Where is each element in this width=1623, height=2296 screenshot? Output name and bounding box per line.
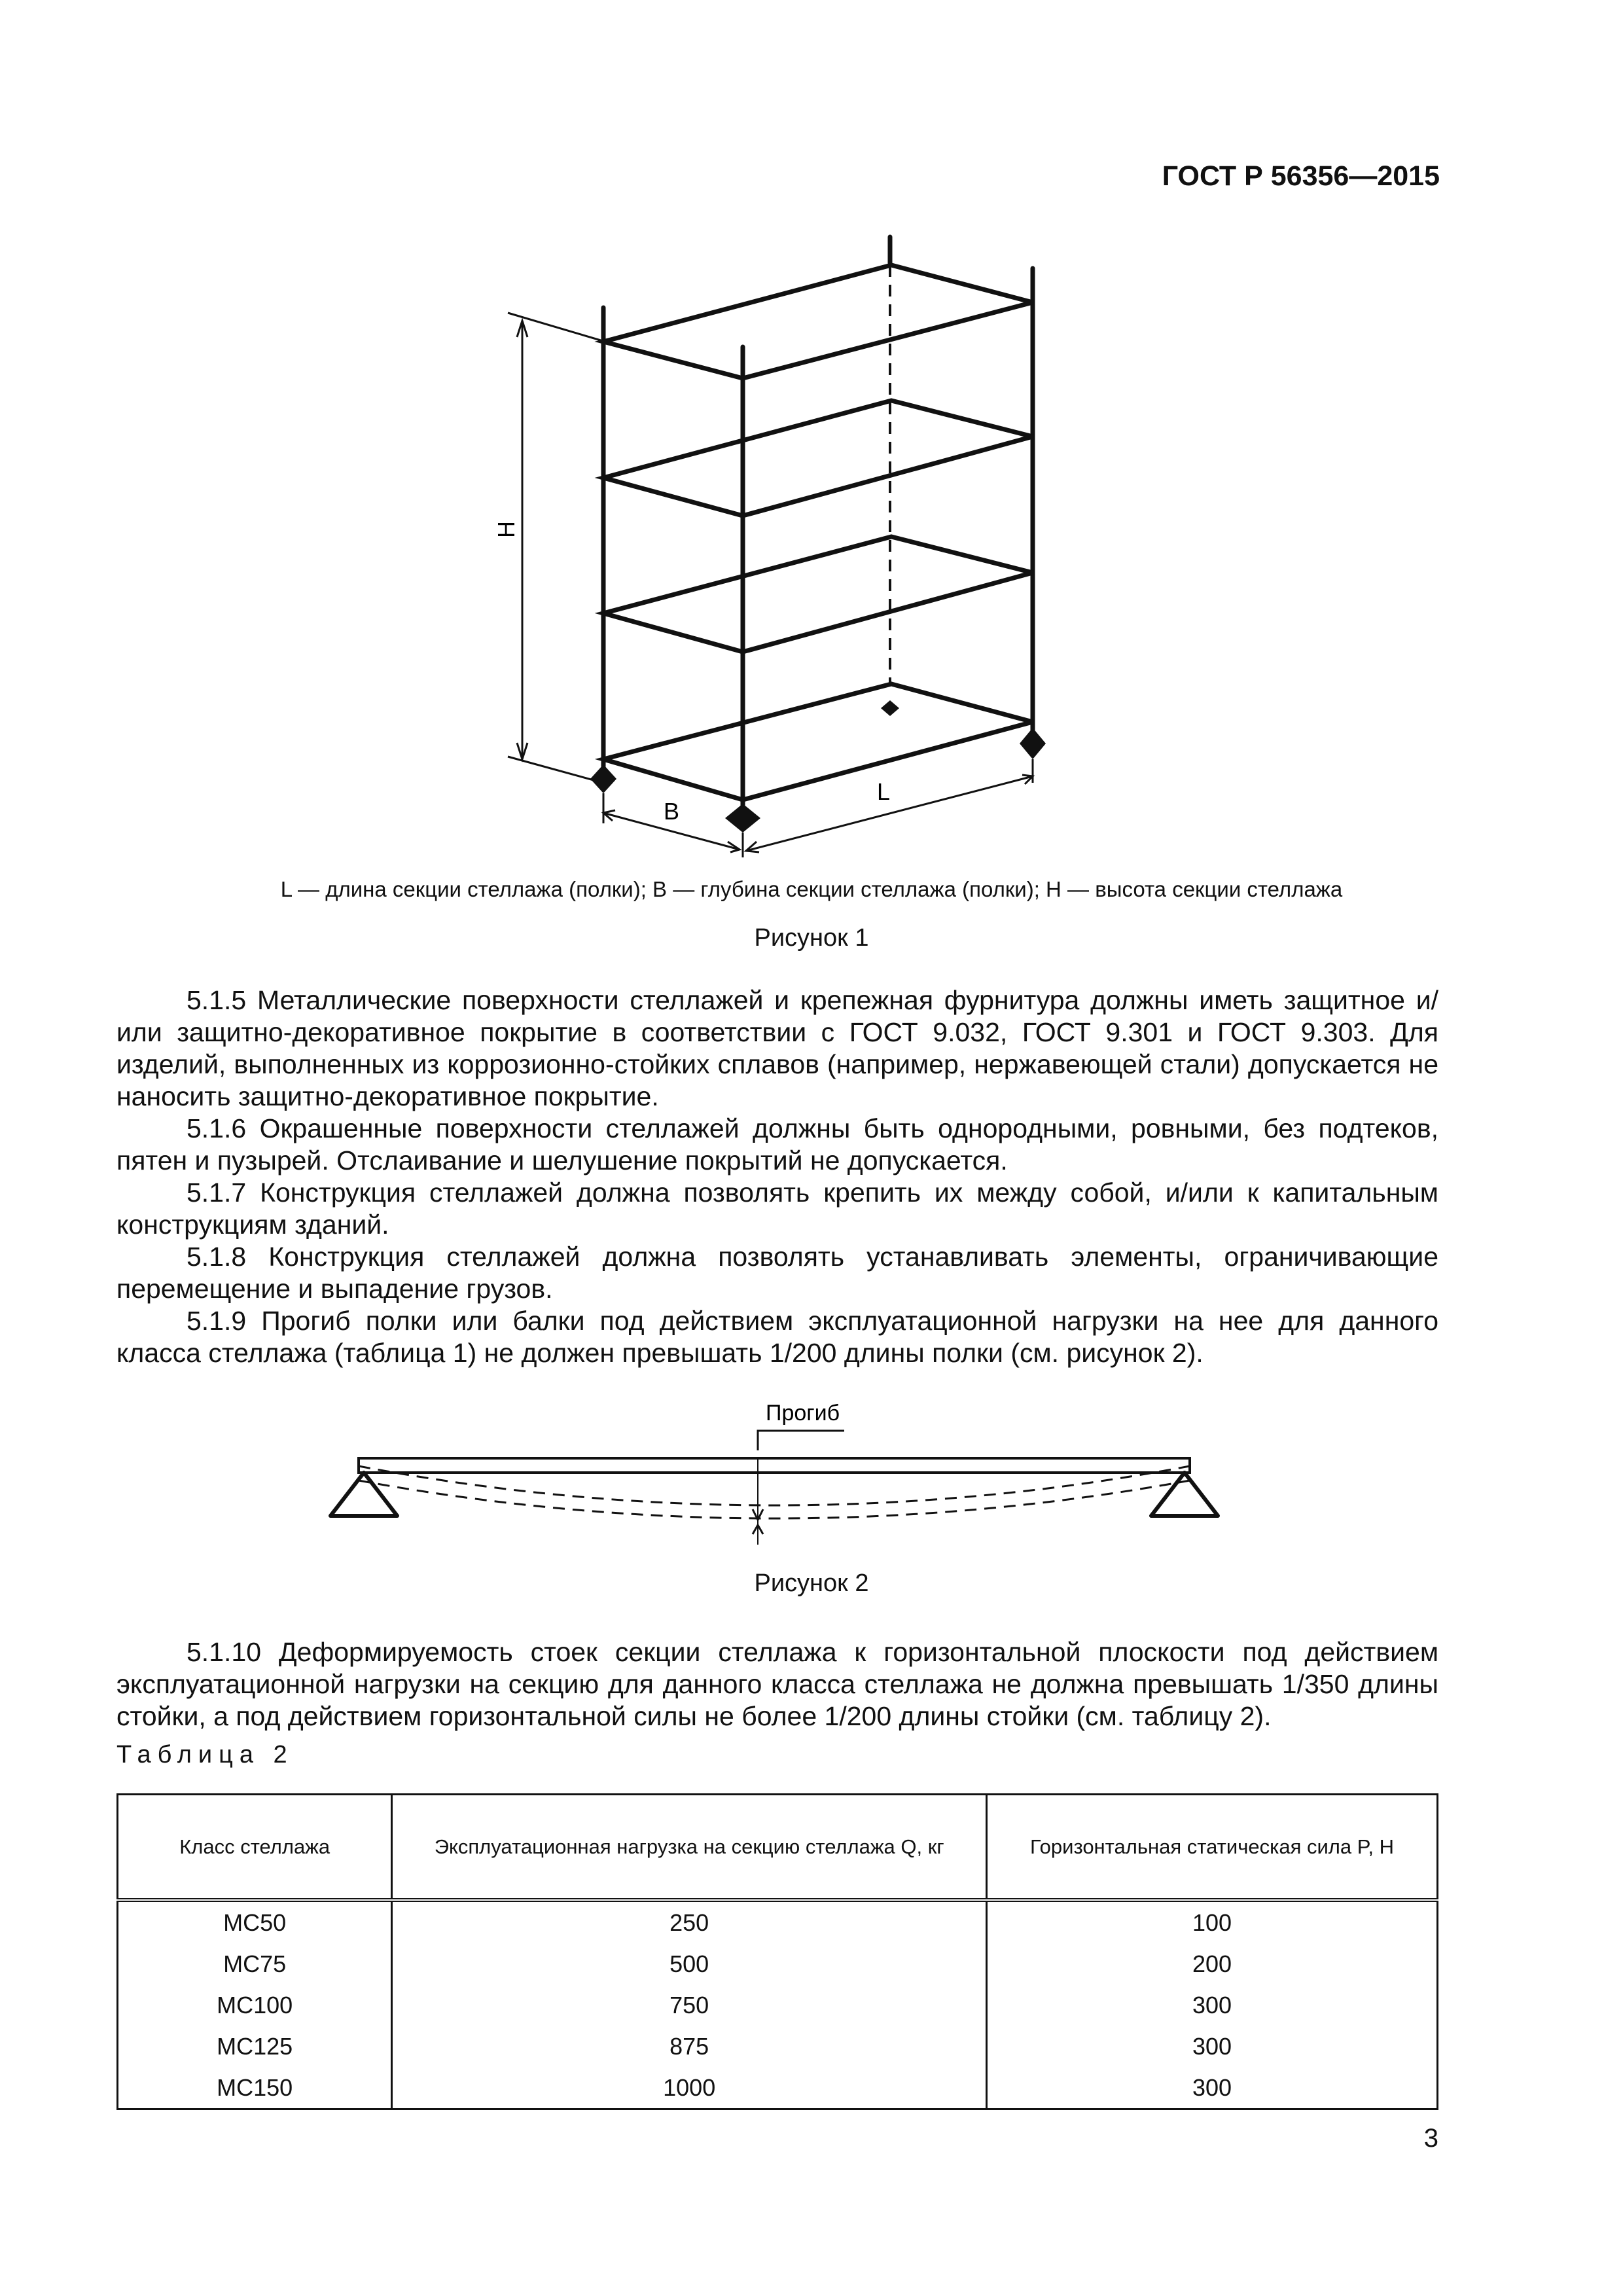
table-cell-class: МС50 bbox=[118, 1900, 392, 1943]
table2-header-row bbox=[118, 1795, 1438, 1901]
figure2-deflection-diagram bbox=[0, 1388, 1623, 1551]
table2-header-load: Эксплуатационная нагрузка на секцию стеллажа Q, кг bbox=[392, 1795, 987, 1901]
table-cell-force: 100 bbox=[986, 1900, 1437, 1943]
table-cell-load: 500 bbox=[392, 1943, 987, 1984]
table-cell-load: 250 bbox=[392, 1900, 987, 1943]
table2 bbox=[116, 1793, 1438, 2110]
paragraph-5-1-6: 5.1.6 Окрашенные поверхности стеллажей должны быть однородными, ровными, без подтеков, пятен и пузырей. Отслаивание и шелушение покрытий не допускается. bbox=[116, 1113, 1438, 1175]
figure1-l-label: L bbox=[877, 778, 891, 805]
figure2-deflection-label: Прогиб bbox=[766, 1401, 840, 1426]
table-row bbox=[118, 1900, 1438, 1943]
table-cell-load: 750 bbox=[392, 1984, 987, 2026]
figure1-b-label: B bbox=[664, 798, 680, 825]
table-cell-force: 200 bbox=[986, 1943, 1437, 1984]
table2-header-class: Класс стеллажа bbox=[118, 1795, 392, 1901]
table-cell-class: МС100 bbox=[118, 1984, 392, 2026]
figure2-caption: Рисунок 2 bbox=[754, 1570, 869, 1597]
table-row bbox=[118, 2026, 1438, 2067]
figure1-caption: Рисунок 1 bbox=[754, 924, 869, 952]
table-cell-force: 300 bbox=[986, 2067, 1437, 2109]
table2-label: Таблица 2 bbox=[116, 1741, 294, 1768]
table-cell-load: 875 bbox=[392, 2026, 987, 2067]
table-cell-load: 1000 bbox=[392, 2067, 987, 2109]
paragraph-5-1-8: 5.1.8 Конструкция стеллажей должна позволять устанавливать элементы, ограничивающие перемещение и выпадение грузов. bbox=[116, 1242, 1438, 1304]
table-row bbox=[118, 1943, 1438, 1984]
paragraph-5-1-9: 5.1.9 Прогиб полки или балки под действием эксплуатационной нагрузки на нее для данного класса стеллажа (таблица 1) не должен превышать 1/200 длины полки (см. рисунок 2). bbox=[116, 1306, 1438, 1368]
table-cell-class: МС125 bbox=[118, 2026, 392, 2067]
table-cell-force: 300 bbox=[986, 1984, 1437, 2026]
figure1-h-label: H bbox=[493, 521, 520, 538]
paragraph-5-1-5: 5.1.5 Металлические поверхности стеллажей и крепежная фурнитура должны иметь защитное и/или защитно-декоративное покрытие в соответствии с ГОСТ 9.032, ГОСТ 9.301 и ГОСТ 9.303. Для изделий, выполненных из коррозионно-стойких сплавов (например, нержавеющей стали) допускается не наносить защитно-декоративное покрытие. bbox=[116, 985, 1438, 1111]
figure1-legend: L — длина секции стеллажа (полки); B — глубина секции стеллажа (полки); H — высота секции стеллажа bbox=[280, 877, 1343, 901]
table-cell-class: МС75 bbox=[118, 1943, 392, 1984]
table-cell-force: 300 bbox=[986, 2026, 1437, 2067]
paragraph-5-1-7: 5.1.7 Конструкция стеллажей должна позволять крепить их между собой, и/или к капитальным конструкциям зданий. bbox=[116, 1177, 1438, 1240]
figure1-rack-diagram bbox=[0, 0, 1623, 864]
page-number: 3 bbox=[1423, 2124, 1438, 2153]
paragraph-5-1-10: 5.1.10 Деформируемость стоек секции стеллажа к горизонтальной плоскости под действием эксплуатационной нагрузки на секцию для данного класса стеллажа не должна превышать 1/350 длины стойки, а под действием горизонтальной силы не более 1/200 длины стойки (см. таблицу 2). bbox=[116, 1637, 1438, 1731]
table2-header-force: Горизонтальная статическая сила P, Н bbox=[986, 1795, 1437, 1901]
table-row bbox=[118, 1984, 1438, 2026]
document-header: ГОСТ Р 56356—2015 bbox=[1162, 160, 1440, 192]
table-row bbox=[118, 2067, 1438, 2109]
table-cell-class: МС150 bbox=[118, 2067, 392, 2109]
